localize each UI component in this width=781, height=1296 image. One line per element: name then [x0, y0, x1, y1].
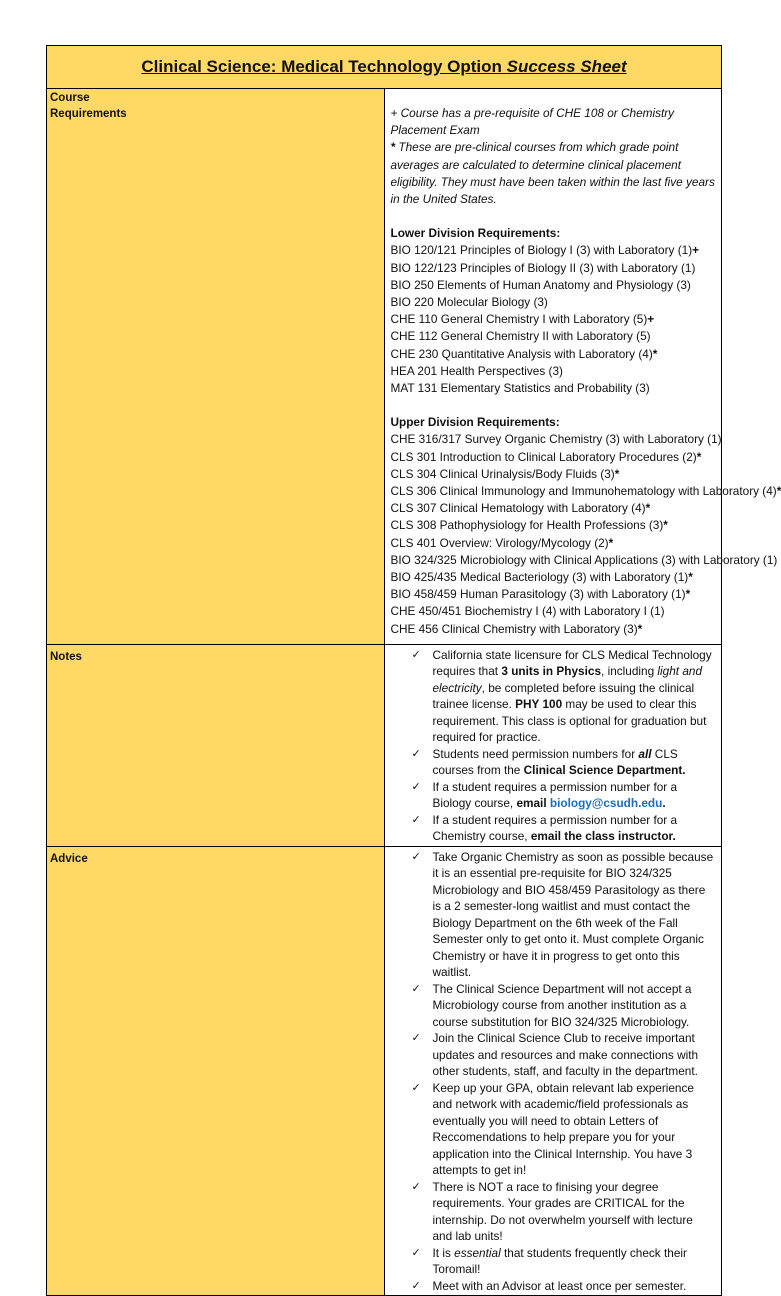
course-text: CLS 306 Clinical Immunology and Immunohematology with Laboratory (4): [390, 484, 777, 499]
advice1-text: Take Organic Chemistry as soon as possible because it is an essential pre-requisite for BIO 324/325 Microbiology and BIO 458/459 Parasitology as there is a 2 semester-long waitlist and must contact the Biology Department on the 6th week of the Fall Semester only to get onto it. Must complete Organic Chemistry or have it in progress to get onto this waitlist.: [432, 849, 714, 980]
course-item: [391, 380, 718, 397]
advice-item: [411, 1278, 716, 1295]
lower-division-heading: Lower Division Requirements:: [390, 226, 561, 241]
note1-f: PHY 100: [515, 697, 563, 712]
note1-e: , be completed before issuing the clinical trainee license.: [432, 680, 695, 712]
advice-item: [411, 1080, 716, 1179]
course-text: CHE 112 General Chemistry II with Laboratory (5): [390, 329, 651, 344]
course-item: [391, 603, 718, 620]
advice-list: [385, 849, 718, 1295]
check-icon: ✓: [411, 648, 421, 661]
page-title: [141, 57, 626, 76]
label-line2: Requirements: [50, 108, 127, 120]
note2-b: all: [638, 746, 652, 761]
note3-a: If a student requires a permission number for a Biology course,: [432, 779, 678, 811]
course-item: [391, 586, 718, 603]
note-item: [411, 647, 716, 746]
course-requirements-label: [47, 89, 385, 645]
note2-d: Clinical Science Department.: [523, 763, 686, 778]
note2-c: CLS courses from the: [432, 746, 678, 778]
course-item: [391, 517, 718, 534]
advice-item: [411, 1245, 716, 1278]
course-item: [391, 277, 718, 294]
notes-list: [385, 647, 718, 845]
advice7-text: Meet with an Advisor at least once per semester.: [432, 1278, 687, 1293]
course-mark: *: [652, 346, 658, 361]
title-cell: [47, 46, 722, 89]
advice-content: [384, 846, 722, 1296]
course-item: [391, 346, 718, 363]
course-text: CLS 401 Overview: Virology/Mycology (2): [390, 535, 609, 550]
course-mark: +: [692, 243, 700, 258]
advice-item: [411, 849, 716, 981]
check-icon: ✓: [411, 1180, 421, 1193]
check-icon: ✓: [411, 813, 421, 826]
advice2-text: The Clinical Science Department will not accept a Microbiology course from another institution as a course substitution for BIO 324/325 Microbiology.: [432, 981, 692, 1029]
course-text: CHE 110 General Chemistry I with Laboratory (5): [390, 312, 648, 327]
course-text: BIO 324/325 Microbiology with Clinical Applications (3) with Laboratory (1): [390, 552, 778, 567]
course-text: BIO 220 Molecular Biology (3): [390, 295, 548, 310]
course-text: BIO 120/121 Principles of Biology I (3) with Laboratory (1): [390, 243, 693, 258]
note1-b: 3 units in Physics: [501, 664, 602, 679]
check-icon: ✓: [411, 780, 421, 793]
course-item: [391, 294, 718, 311]
course-mark: +: [647, 312, 655, 327]
note-item: [411, 779, 716, 812]
check-icon: ✓: [411, 747, 421, 760]
check-icon: ✓: [411, 1032, 421, 1045]
course-item: [390, 483, 781, 500]
course-mark: *: [608, 535, 614, 550]
course-text: BIO 458/459 Human Parasitology (3) with Laboratory (1): [390, 587, 686, 602]
course-mark: *: [614, 466, 620, 481]
preclinical-note: [391, 139, 718, 208]
course-text: CLS 308 Pathophysiology for Health Professions (3): [390, 518, 664, 533]
advice-item: [411, 1030, 716, 1080]
note1-c: , including: [601, 664, 658, 679]
course-requirements-row: [47, 89, 722, 645]
notes-content: [384, 644, 722, 846]
course-item: [391, 466, 718, 483]
success-sheet-table: [46, 45, 781, 1296]
course-mark: *: [776, 484, 781, 499]
note3-b: email: [516, 796, 550, 811]
course-text: HEA 201 Health Perspectives (3): [390, 363, 563, 378]
course-item: [391, 260, 718, 277]
note-item: [411, 746, 716, 779]
course-text: BIO 425/435 Medical Bacteriology (3) with Laboratory (1): [390, 570, 689, 585]
advice-item: [411, 1179, 716, 1245]
course-item: [391, 363, 718, 380]
star-mark: *: [390, 140, 396, 155]
note1-g: may be used to clear this requirement. This class is optional for graduation but required for practice.: [432, 697, 707, 745]
advice5-text: There is NOT a race to finising your degree requirements. Your grades are CRITICAL for the internship. Do not overwhelm yourself with lecture and lab units!: [432, 1179, 693, 1244]
note1-a: California state licensure for CLS Medical Technology requires that: [432, 647, 712, 679]
check-icon: ✓: [411, 850, 421, 863]
course-mark: *: [696, 449, 702, 464]
advice6-b: essential: [454, 1245, 501, 1260]
title-row: [47, 46, 722, 89]
advice-row: [47, 846, 722, 1296]
course-text: CHE 316/317 Survey Organic Chemistry (3) with Laboratory (1): [390, 432, 722, 447]
course-mark: *: [637, 621, 643, 636]
note3-d: .: [662, 796, 666, 811]
course-mark: *: [645, 501, 651, 516]
course-text: CLS 301 Introduction to Clinical Laboratory Procedures (2): [390, 449, 697, 464]
course-text: BIO 122/123 Principles of Biology II (3) with Laboratory (1): [390, 260, 696, 275]
course-item: [391, 449, 718, 466]
lower-division-list: [391, 242, 718, 397]
advice3-text: Join the Clinical Science Club to receive important updates and resources and make connections with other students, staff, and faculty in the department.: [432, 1031, 699, 1079]
course-text: CLS 304 Clinical Urinalysis/Body Fluids (3): [390, 466, 615, 481]
course-requirements-content: [384, 89, 781, 645]
course-item: [391, 328, 718, 345]
note2-a: Students need permission numbers for: [432, 746, 639, 761]
course-text: CHE 450/451 Biochemistry I (4) with Laboratory I (1): [390, 604, 665, 619]
advice6-a: It is: [432, 1245, 455, 1260]
upper-division-list: [390, 431, 781, 637]
course-text: MAT 131 Elementary Statistics and Probability (3): [390, 381, 650, 396]
prereq-note: + Course has a pre-requisite of CHE 108 or Chemistry Placement Exam: [390, 106, 675, 138]
advice4-text: Keep up your GPA, obtain relevant lab experience and network with academic/field professionals as eventually you will need to obtain Letters of Reccomendations to help prepare you for your application into the Clinical Internship. You have 3 attempts to get in!: [432, 1080, 694, 1178]
course-item: [391, 621, 718, 638]
advice6-c: that students frequently check their Toromail!: [432, 1245, 687, 1277]
check-icon: ✓: [411, 1279, 421, 1292]
course-item: [391, 535, 718, 552]
notes-label: Notes: [47, 644, 385, 846]
course-item: [391, 569, 718, 586]
course-mark: *: [663, 518, 668, 533]
label-line1: Course: [50, 92, 90, 104]
title-main: Clinical Science: Medical Technology Option: [141, 57, 502, 76]
course-mark: *: [685, 587, 691, 602]
course-item: [391, 311, 718, 328]
course-item: [391, 500, 718, 517]
course-text: CHE 456 Clinical Chemistry with Laboratory (3): [390, 621, 638, 636]
check-icon: ✓: [411, 1246, 421, 1259]
note4-b: email the class instructor.: [530, 829, 676, 844]
course-mark: *: [688, 570, 693, 585]
biology-email-link[interactable]: biology@csudh.edu: [549, 796, 663, 811]
preclinical-note-text: These are pre-clinical courses from which grade point averages are calculated to determine clinical placement eligibility. They must have been taken within the last five years in the United States.: [390, 140, 715, 207]
advice-label: Advice: [47, 846, 385, 1296]
advice-item: [411, 981, 716, 1031]
note1-d: light and electricity: [432, 664, 703, 695]
course-text: BIO 250 Elements of Human Anatomy and Physiology (3): [390, 277, 691, 292]
note4-a: If a student requires a permission number for a Chemistry course,: [432, 812, 678, 844]
course-text: CLS 307 Clinical Hematology with Laboratory (4): [390, 501, 646, 516]
course-item: [391, 242, 718, 259]
course-text: CHE 230 Quantitative Analysis with Laboratory (4): [390, 346, 653, 361]
note-item: [411, 812, 716, 845]
check-icon: ✓: [411, 982, 421, 995]
course-item: [390, 431, 722, 448]
check-icon: ✓: [411, 1081, 421, 1094]
title-suffix: Success Sheet: [506, 57, 627, 76]
upper-division-heading: Upper Division Requirements:: [390, 415, 560, 430]
notes-row: [47, 644, 722, 846]
course-item: [390, 552, 778, 569]
